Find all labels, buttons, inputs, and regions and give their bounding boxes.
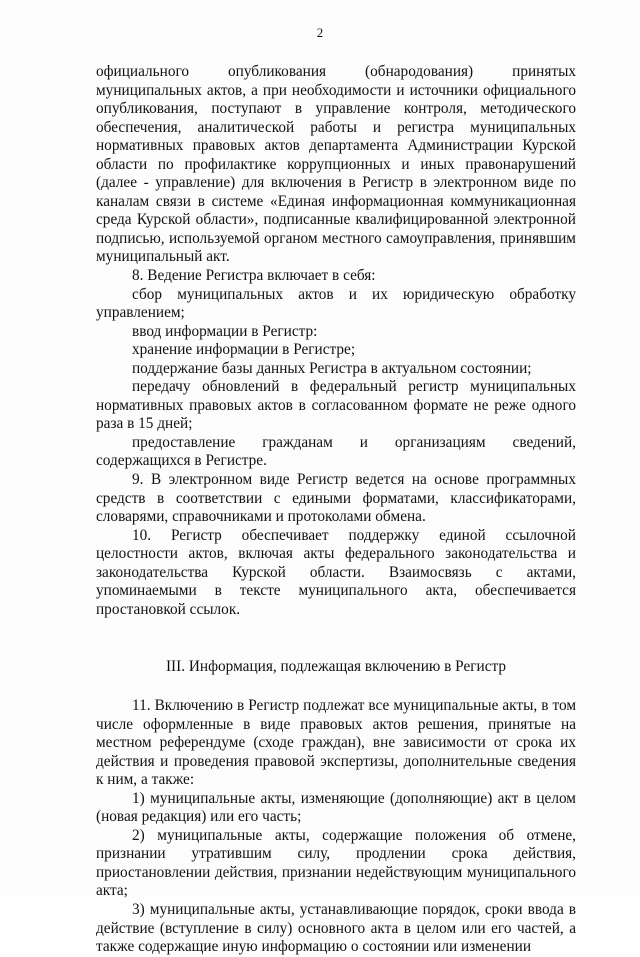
paragraph: официального опубликования (обнародования) принятых муниципальных актов, а при необходимости и источники официального опубликования, поступают в управление контроля, методического обеспечения, аналитической работы и регистра муниципальных нормативных правовых актов департамента Администрации Курской области по профилактике коррупционных и иных правонарушений (далее - управление) для включения в Регистр в электронном виде по каналам связи в системе «Единая информационная коммуникационная среда Курской области», подписанные квалифицированной электронной подписью, используемой органом местного самоуправления, принявшим муниципальный акт. bbox=[96, 63, 576, 266]
paragraph: 8. Ведение Регистра включает в себя: bbox=[132, 267, 376, 285]
page-number: 2 bbox=[316, 25, 324, 40]
paragraph: передачу обновлений в федеральный регистр муниципальных нормативных правовых актов в согласованном формате не реже одного раза в 15 дней; bbox=[96, 378, 576, 433]
paragraph: предоставление гражданам и организациям сведений, содержащихся в Регистре. bbox=[96, 433, 576, 470]
paragraph: 1) муниципальные акты, изменяющие (дополняющие) акт в целом (новая редакция) или его часть; bbox=[96, 789, 576, 826]
paragraph: 3) муниципальные акты, устанавливающие порядок, сроки ввода в действие (вступление в силу) основного акта в целом или его частей, а также содержащие иную информацию о состоянии или изменении bbox=[96, 900, 576, 956]
paragraph: хранение информации в Регистре; bbox=[132, 341, 356, 359]
paragraph: 11. Включению в Регистр подлежат все муниципальные акты, в том числе оформленные в виде правовых актов решения, принятые на местном референдуме (сходе граждан), вне зависимости от срока их действия и проведения правовой экспертизы, дополнительные сведения к ним, а также: bbox=[96, 696, 576, 789]
paragraph: сбор муниципальных актов и их юридическую обработку управлением; bbox=[96, 285, 576, 322]
section-heading: III. Информация, подлежащая включению в Регистр bbox=[165, 658, 507, 676]
paragraph: 9. В электронном виде Регистр ведется на основе программных средств в соответствии с едиными форматами, классификаторами, словарями, справочниками и протоколами обмена. bbox=[96, 471, 576, 526]
paragraph: поддержание базы данных Регистра в актуальном состоянии; bbox=[132, 359, 532, 377]
document-body bbox=[96, 63, 576, 957]
paragraph: 2) муниципальные акты, содержащие положения об отмене, признании утратившим силу, продлении срока действия, приостановлении действия, признании недействующим муниципального акта; bbox=[96, 826, 576, 900]
paragraph: 10. Регистр обеспечивает поддержку единой ссылочной целостности актов, включая акты федерального законодательства и законодательства Курской области. Взаимосвязь с актами, упоминаемыми в тексте муниципального акта, обеспечивается простановкой ссылок. bbox=[96, 526, 576, 618]
paragraph: ввод информации в Регистр: bbox=[132, 322, 318, 340]
